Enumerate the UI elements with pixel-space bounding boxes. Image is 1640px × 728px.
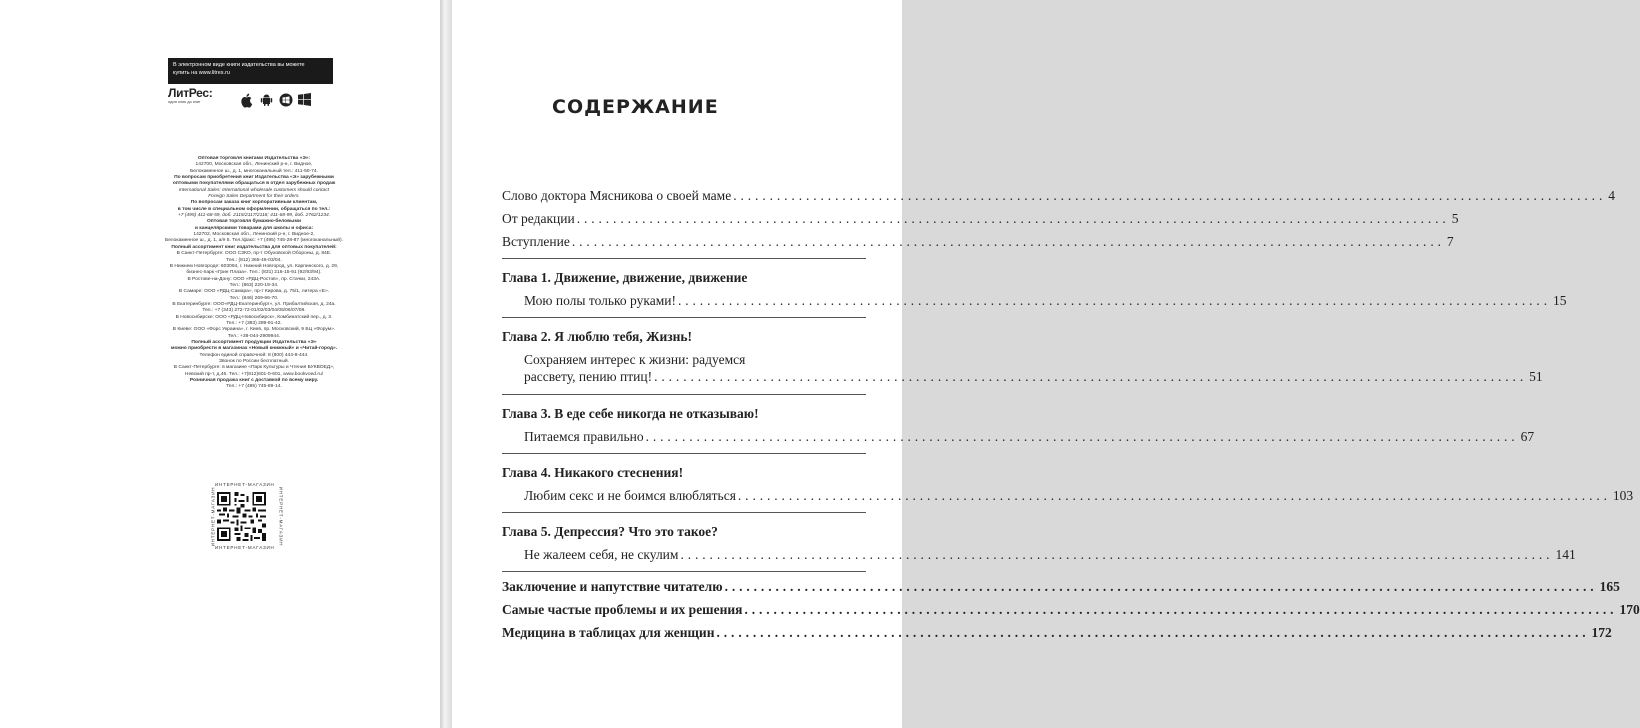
logo-tagline: один клик до книг: [168, 99, 201, 104]
toc-entry-title: Заключение и напутствие читателю: [502, 579, 723, 594]
toc-chapter-4[interactable]: Глава 4. Никакого стеснения!: [502, 465, 684, 480]
toc-entry-title: Мою полы только руками!: [524, 293, 676, 308]
banner-line-1: В электронном виде книги издательства вы можете: [173, 62, 305, 68]
imprint-line: Невский пр-т, д.46. Тел.: +7(812)601-0-601, www.bookvoed.ru/: [184, 371, 324, 377]
toc-section-2[interactable]: [524, 369, 1543, 385]
imprint-line: Полный ассортимент продукции Издательства «Э»: [191, 339, 317, 345]
apple-icon[interactable]: [240, 92, 255, 107]
banner-line-2: купить на www.litres.ru: [173, 70, 230, 76]
imprint-line: В Самаре: ООО «РДЦ-Самара», пр-т Кирова, д. 75/1, литера «Е».: [178, 289, 330, 295]
divider: [502, 394, 866, 395]
toc-entry-preface-3[interactable]: [502, 234, 1454, 250]
leader-dots: ........................................................................................................................: [737, 488, 1611, 503]
toc-chapter-2[interactable]: Глава 2. Я люблю тебя, Жизнь!: [502, 329, 693, 344]
toc-section-3[interactable]: [524, 429, 1535, 445]
toc-entry-page: 170: [1619, 602, 1640, 617]
toc-entry-page: 7: [1446, 234, 1454, 249]
leader-dots: ........................................................................................................................: [677, 293, 1551, 308]
imprint-line: Тел.: +38-044-2909944.: [227, 333, 281, 339]
android-icon[interactable]: [259, 92, 274, 107]
imprint-line: Белокаменное ш., д. 1, а/я 5. Тел./факс: +7 (495) 745-28-87 (многоканальный).: [164, 238, 344, 244]
logo-name: ЛитРес:: [168, 86, 213, 100]
toc-section-1[interactable]: [524, 293, 1567, 309]
imprint-line: и канцелярскими товарами для школы и офиса:: [194, 225, 314, 231]
toc-entry-preface-2[interactable]: [502, 211, 1459, 227]
imprint-page: [0, 0, 440, 728]
leader-dots: ........................................................................................................................: [724, 579, 1598, 594]
imprint-line: В Киеве: ООО «Форс Украина», г. Киев, пр. Московский, 9 БЦ «Форум».: [172, 327, 336, 333]
imprint-line: Телефон единой справочной: 8 (800) 444-8-444.: [199, 352, 309, 358]
platform-icons: [240, 92, 312, 107]
divider: [502, 453, 866, 454]
imprint-line: Тел.: +7 (383) 289-91-42.: [226, 320, 282, 326]
imprint-line: Полный ассортимент книг издательства для оптовых покупателей:: [171, 244, 337, 250]
windows-icon[interactable]: [297, 92, 312, 107]
leader-dots: ........................................................................................................................: [654, 369, 1528, 384]
imprint-line: оптовыми покупателями обращаться в отдел зарубежных продаж: [172, 181, 336, 187]
imprint-line: Тел.: (812) 365-46-03/04.: [226, 257, 282, 263]
toc-chapter-3[interactable]: Глава 3. В еде себе никогда не отказываю!: [502, 406, 759, 421]
imprint-line: По вопросам приобретения книг Издательства «Э» зарубежными: [174, 175, 334, 181]
imprint-line: +7 (495) 411-68-59, доб. 2115/2117/2118; 411-68-99, доб. 2762/1234.: [177, 213, 331, 219]
qr-label-top: ИНТЕРНЕТ-МАГАЗИН: [215, 482, 275, 487]
qr-code-icon[interactable]: [217, 492, 266, 541]
leader-dots: ........................................................................................................................: [733, 188, 1607, 203]
toc-entry-title: Медицина в таблицах для женщин: [502, 625, 715, 640]
imprint-line: Тел.: (846) 269-66-70.: [229, 295, 279, 301]
toc-entry-page: 165: [1599, 579, 1620, 594]
toc-entry-title: Питаемся правильно: [524, 429, 644, 444]
qr-label-left: ИНТЕРНЕТ-МАГАЗИН: [210, 486, 216, 547]
divider: [502, 571, 866, 572]
toc-entry-closing-2[interactable]: [502, 602, 1640, 618]
toc-entry-page: 5: [1451, 211, 1459, 226]
toc-chapter-1[interactable]: Глава 1. Движение, движение, движение: [502, 270, 748, 285]
toc-entry-title: От редакции: [502, 211, 575, 226]
imprint-line: По вопросам заказа книг корпоративным клиентам,: [190, 200, 318, 206]
divider: [502, 258, 866, 259]
leader-dots: ........................................................................................................................: [680, 547, 1554, 562]
qr-label-bottom: ИНТЕРНЕТ-МАГАЗИН: [215, 545, 275, 550]
contents-page: [452, 0, 1640, 728]
windows-phone-icon[interactable]: [278, 92, 293, 107]
imprint-line: International Sales: International wholesale customers should contact: [178, 187, 330, 193]
toc-entry-closing-1[interactable]: [502, 579, 1620, 595]
imprint-line: бизнес-парк «Грин Плаза». Тел.: (831) 216-15-91 (92/93/94).: [186, 270, 322, 276]
book-gutter: [440, 0, 452, 728]
imprint-text: [108, 156, 400, 391]
imprint-line: Тел.: (863) 220-19-34.: [229, 282, 279, 288]
imprint-line: Foreign Sales Department for their orders.: [208, 194, 300, 200]
imprint-line: В Нижнем Новгороде: 603094, г. Нижний Новгород, ул. Карпинского, д. 29,: [169, 263, 339, 269]
toc-section-5[interactable]: [524, 547, 1576, 563]
toc-entry-page: 172: [1591, 625, 1612, 640]
imprint-line: Оптовая торговля бумажно-беловыми: [207, 219, 301, 225]
qr-block[interactable]: [205, 482, 284, 552]
toc-entry-page: 15: [1552, 293, 1567, 308]
toc-entry-preface-1[interactable]: [502, 188, 1615, 204]
imprint-line: В Ростове-на-Дону: ООО «РДЦ-Ростов», пр. Стачки, 243А.: [187, 276, 321, 282]
imprint-line: можно приобрести в магазинах «Новый книжный» и «Читай-город».: [170, 346, 338, 352]
imprint-line: Оптовая торговля книгами Издательства «Э»:: [197, 156, 311, 161]
imprint-line: Белокаменное ш., д. 1, многоканальный тел.: 411-50-74.: [190, 168, 318, 174]
leader-dots: ........................................................................................................................: [744, 602, 1618, 617]
litres-logo[interactable]: [168, 86, 228, 104]
imprint-line: 142702, Московская обл., Ленинский р-н, г. Видное-2,: [193, 232, 315, 238]
imprint-line: Тел.: +7 (495) 745-89-14.: [226, 384, 282, 390]
toc-entry-title: рассвету, пению птиц!: [524, 369, 653, 384]
toc-entry-page: 67: [1520, 429, 1535, 444]
imprint-line: В Екатеринбурге: ООО«РДЦ-Екатеринбург», ул. Прибалтийская, д. 24а.: [172, 301, 336, 307]
imprint-line: Звонок по России бесплатный.: [219, 359, 289, 364]
imprint-line: Тел.: +7 (343) 272-72-01/02/03/04/05/06/07/08.: [202, 308, 306, 314]
leader-dots: ........................................................................................................................: [716, 625, 1590, 640]
page-title: СОДЕРЖАНИЕ: [552, 96, 719, 118]
toc-entry-title: Самые частые проблемы и их решения: [502, 602, 743, 617]
imprint-line: В Новосибирске: ООО «РДЦ-Новосибирск», Комбинатский пер., д. 3.: [175, 314, 333, 320]
imprint-line: 142700, Московская обл., Ленинский р-н, г. Видное,: [195, 162, 313, 168]
toc-entry-title: Не жалеем себя, не скулим: [524, 547, 679, 562]
leader-dots: ........................................................................................................................: [576, 211, 1450, 226]
toc-section-2-line-1[interactable]: Сохраняем интерес к жизни: радуемся: [524, 352, 746, 367]
toc-entry-closing-3[interactable]: [502, 625, 1612, 641]
toc-entry-title: Слово доктора Мясникова о своей маме: [502, 188, 732, 203]
toc-entry-page: 4: [1608, 188, 1615, 203]
toc-section-4[interactable]: [524, 488, 1634, 504]
qr-label-right: ИНТЕРНЕТ-МАГАЗИН: [278, 486, 284, 547]
toc-entry-title: Вступление: [502, 234, 570, 249]
imprint-line: в том числе в специальном оформлении, обращаться по тел.:: [177, 206, 331, 212]
toc-entry-page: 51: [1529, 369, 1543, 384]
toc-entry-page: 103: [1612, 488, 1634, 503]
toc-entry-page: 141: [1555, 547, 1576, 562]
divider: [502, 512, 866, 513]
imprint-line: В Санкт-Петербурге: ООО СЗКО, пр-т Обуховской Обороны, д. 84Е.: [176, 251, 332, 257]
leader-dots: ........................................................................................................................: [645, 429, 1519, 444]
imprint-line: В Санкт-Петербурге: в магазине «Парк Культуры и Чтения БУКВОЕД»,: [173, 365, 335, 371]
imprint-line: Розничная продажа книг с доставкой по всему миру.: [189, 378, 319, 384]
toc-chapter-5[interactable]: Глава 5. Депрессия? Что это такое?: [502, 524, 718, 539]
divider: [502, 317, 866, 318]
litres-banner[interactable]: [168, 58, 333, 84]
leader-dots: ........................................................................................................................: [571, 234, 1445, 249]
toc-entry-title: Любим секс и не боимся влюбляться: [524, 488, 736, 503]
